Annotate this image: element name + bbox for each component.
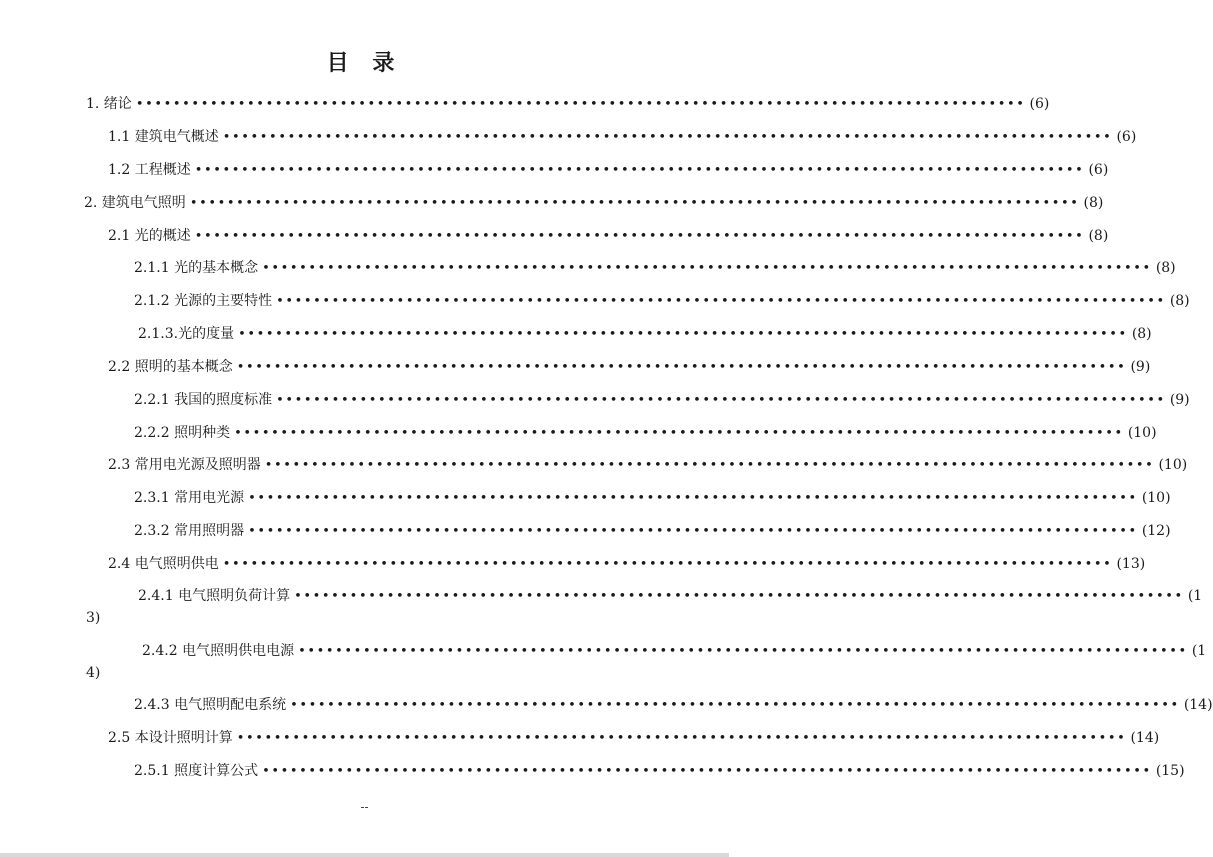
toc-leader: •••••••••••••••••••••••••••••••••••••••••••••••••••••••••••••••••••••••••••••••••••••••••••••••• <box>262 764 1152 779</box>
toc-page-number: (10) <box>1127 425 1157 441</box>
toc-page-number: (1 <box>1187 588 1203 604</box>
toc-title: 目 录 <box>326 50 403 76</box>
toc-entry-label: 2.3.1 常用电光源 <box>134 490 245 506</box>
toc-entry[interactable] <box>134 488 1171 509</box>
toc-entry-label: 2. 建筑电气照明 <box>84 195 186 211</box>
toc-entry[interactable] <box>134 695 1213 716</box>
toc-entry[interactable] <box>108 728 1160 749</box>
toc-leader: •••••••••••••••••••••••••••••••••••••••••••••••••••••••••••••••••••••••••••••••••••••••••••••••• <box>189 196 1080 211</box>
toc-entry[interactable] <box>108 160 1109 181</box>
toc-entry[interactable] <box>108 554 1146 575</box>
toc-entry-label: 2.5 本设计照明计算 <box>108 730 233 746</box>
toc-entry[interactable] <box>0 641 1207 685</box>
toc-page-number: (6) <box>1088 162 1109 178</box>
toc-entry[interactable] <box>108 127 1137 148</box>
toc-page-number: (8) <box>1088 228 1109 244</box>
toc-entry[interactable] <box>134 423 1157 444</box>
toc-leader: •••••••••••••••••••••••••••••••••••••••••••••••••••••••••••••••••••••••••••••••••••••••••••••••• <box>194 229 1085 244</box>
toc-entry-label: 2.4 电气照明供电 <box>108 556 219 572</box>
toc-entry-label: 2.5.1 照度计算公式 <box>134 763 259 779</box>
toc-page-number: (8) <box>1155 260 1176 276</box>
toc-leader: •••••••••••••••••••••••••••••••••••••••••••••••••••••••••••••••••••••••••••••••••••••••••••••••• <box>222 557 1113 572</box>
toc-page-continuation: 4) <box>86 665 101 681</box>
toc-page-number: (10) <box>1158 457 1188 473</box>
toc-entry[interactable] <box>86 94 1050 115</box>
toc-page-number: (1 <box>1191 643 1207 659</box>
toc-entry-label: 2.1.3.光的度量 <box>138 326 235 342</box>
toc-entry-label: 2.1.2 光源的主要特性 <box>134 293 273 309</box>
toc-leader: •••••••••••••••••••••••••••••••••••••••••••••••••••••••••••••••••••••••••••••••••••••••••••••••• <box>135 97 1026 112</box>
toc-leader: •••••••••••••••••••••••••••••••••••••••••••••••••••••••••••••••••••••••••••••••••••••••••••••••• <box>290 698 1180 713</box>
toc-entry-label: 1. 绪论 <box>86 96 132 112</box>
toc-entry-label: 2.3 常用电光源及照明器 <box>108 457 261 473</box>
toc-entry[interactable] <box>108 226 1109 247</box>
toc-page-number: (6) <box>1116 129 1137 145</box>
toc-page-number: (10) <box>1141 490 1171 506</box>
toc-leader: •••••••••••••••••••••••••••••••••••••••••••••••••••••••••••••••••••••••••••••••••••••••••••••••• <box>234 426 1124 441</box>
toc-entry[interactable] <box>108 455 1188 476</box>
toc-page-number: (13) <box>1116 556 1146 572</box>
toc-entry-label: 2.1 光的概述 <box>108 228 191 244</box>
toc-entry[interactable] <box>108 357 1151 378</box>
toc-entry[interactable] <box>134 258 1176 279</box>
toc-leader: •••••••••••••••••••••••••••••••••••••••••••••••••••••••••••••••••••••••••••••••••••••••••••••••• <box>248 524 1138 539</box>
toc-page-number: (9) <box>1169 392 1190 408</box>
toc-leader: •••••••••••••••••••••••••••••••••••••••••••••••••••••••••••••••••••••••••••••••••••••••••••••••• <box>294 589 1184 604</box>
toc-entry-label: 2.3.2 常用照明器 <box>134 523 245 539</box>
toc-leader: •••••••••••••••••••••••••••••••••••••••••••••••••••••••••••••••••••••••••••••••••••••••••••••••• <box>264 458 1155 473</box>
toc-page-continuation: 3) <box>86 610 101 626</box>
toc-entry-label: 2.2.2 照明种类 <box>134 425 231 441</box>
toc-leader: •••••••••••••••••••••••••••••••••••••••••••••••••••••••••••••••••••••••••••••••••••••••••••••••• <box>276 294 1166 309</box>
toc-entry[interactable] <box>138 324 1152 345</box>
toc-page-number: (8) <box>1131 326 1152 342</box>
toc-entry-label: 2.4.2 电气照明供电电源 <box>142 643 295 659</box>
toc-page-number: (15) <box>1155 763 1185 779</box>
toc-entry-label: 2.2 照明的基本概念 <box>108 359 233 375</box>
page-footer: -- <box>360 800 369 814</box>
toc-page-number: (9) <box>1130 359 1151 375</box>
toc-entry[interactable] <box>134 761 1185 782</box>
toc-entry-label: 2.2.1 我国的照度标准 <box>134 392 273 408</box>
toc-leader: •••••••••••••••••••••••••••••••••••••••••••••••••••••••••••••••••••••••••••••••••••••••••••••••• <box>298 644 1188 659</box>
toc-page-number: (14) <box>1183 697 1213 713</box>
toc-leader: •••••••••••••••••••••••••••••••••••••••••••••••••••••••••••••••••••••••••••••••••••••••••••••••• <box>248 491 1138 506</box>
toc-leader: •••••••••••••••••••••••••••••••••••••••••••••••••••••••••••••••••••••••••••••••••••••••••••••••• <box>194 163 1085 178</box>
toc-leader: •••••••••••••••••••••••••••••••••••••••••••••••••••••••••••••••••••••••••••••••••••••••••••••••• <box>236 731 1127 746</box>
page-bottom-border <box>0 853 729 857</box>
toc-entry[interactable] <box>134 291 1190 312</box>
toc-entry[interactable] <box>0 586 1203 630</box>
toc-leader: •••••••••••••••••••••••••••••••••••••••••••••••••••••••••••••••••••••••••••••••••••••••••••••••• <box>236 360 1127 375</box>
toc-page-number: (8) <box>1169 293 1190 309</box>
toc-entry-label: 2.4.3 电气照明配电系统 <box>134 697 287 713</box>
toc-entry-label: 2.4.1 电气照明负荷计算 <box>138 588 291 604</box>
toc-page-number: (8) <box>1083 195 1104 211</box>
toc-entry-label: 1.1 建筑电气概述 <box>108 129 219 145</box>
toc-page-number: (14) <box>1130 730 1160 746</box>
toc-entry[interactable] <box>134 521 1171 542</box>
toc-leader: •••••••••••••••••••••••••••••••••••••••••••••••••••••••••••••••••••••••••••••••••••••••••••••••• <box>238 327 1128 342</box>
toc-page-number: (6) <box>1029 96 1050 112</box>
toc-leader: •••••••••••••••••••••••••••••••••••••••••••••••••••••••••••••••••••••••••••••••••••••••••••••••• <box>262 261 1152 276</box>
toc-entry[interactable] <box>134 390 1190 411</box>
toc-page-number: (12) <box>1141 523 1171 539</box>
toc-entry-label: 2.1.1 光的基本概念 <box>134 260 259 276</box>
toc-entry[interactable] <box>84 193 1104 214</box>
toc-entry-label: 1.2 工程概述 <box>108 162 191 178</box>
toc-leader: •••••••••••••••••••••••••••••••••••••••••••••••••••••••••••••••••••••••••••••••••••••••••••••••• <box>222 130 1113 145</box>
toc-leader: •••••••••••••••••••••••••••••••••••••••••••••••••••••••••••••••••••••••••••••••••••••••••••••••• <box>276 393 1166 408</box>
